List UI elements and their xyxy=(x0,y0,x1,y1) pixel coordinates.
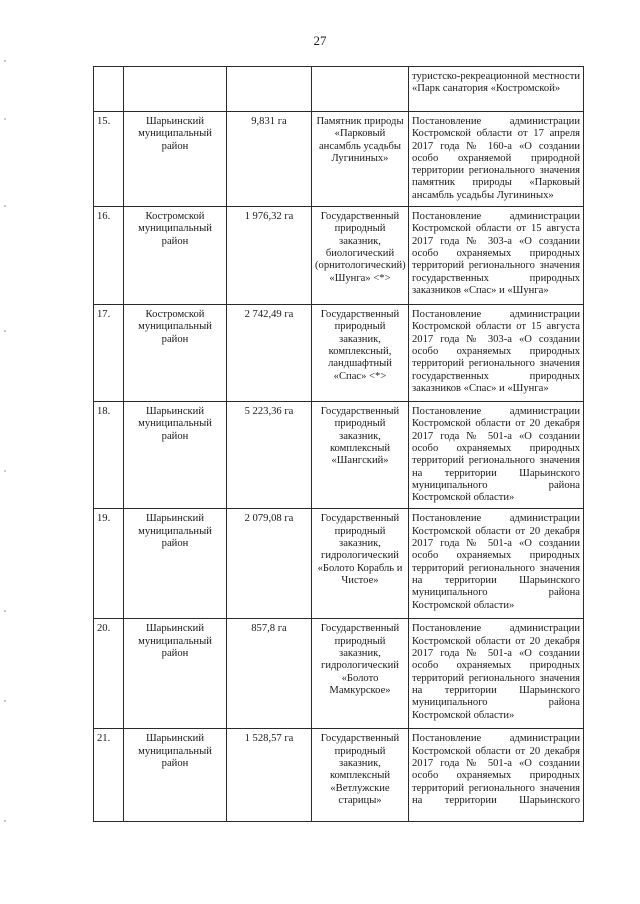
name-cell: Государственный природный заказник, комплексный «Ветлужские старицы» xyxy=(312,729,409,822)
district-cell: Шарьинский муниципальный район xyxy=(124,402,227,509)
name-cell: Памятник природы «Парковый ансамбль усадьбы Лугининых» xyxy=(312,112,409,207)
name-cell: Государственный природный заказник, гидрологический «Болото Мамкурское» xyxy=(312,619,409,729)
area-cell: 857,8 га xyxy=(227,619,312,729)
name-cell: Государственный природный заказник, биологический (орнитологический) «Шунга» <*> xyxy=(312,207,409,305)
table-row xyxy=(94,729,584,822)
table-row xyxy=(94,112,584,207)
table-row xyxy=(94,67,584,112)
district-cell: Шарьинский муниципальный район xyxy=(124,729,227,822)
area-cell: 9,831 га xyxy=(227,112,312,207)
district-cell: Шарьинский муниципальный район xyxy=(124,619,227,729)
row-number: 17. xyxy=(94,305,124,402)
area-cell: 1 528,57 га xyxy=(227,729,312,822)
page-number: 27 xyxy=(313,33,327,48)
district-cell: Костромской муниципальный район xyxy=(124,305,227,402)
area-cell: 2 079,08 га xyxy=(227,509,312,619)
document-cell: Постановление администрации Костромской области от 17 апреля 2017 года № 160-а «О создании особо охраняемой природной территории регионального значения памятник природы «Парковый ансамбль усадьбы Лугининых» xyxy=(409,112,584,207)
name-cell xyxy=(312,67,409,112)
document-cell: Постановление администрации Костромской области от 15 августа 2017 года № 303-а «О создании особо охраняемых природных территорий регионального значения государственных природных заказников «Спас» и «Шунга» xyxy=(409,207,584,305)
district-cell: Шарьинский муниципальный район xyxy=(124,509,227,619)
name-cell: Государственный природный заказник, комплексный «Шангский» xyxy=(312,402,409,509)
table-row xyxy=(94,509,584,619)
row-number: 21. xyxy=(94,729,124,822)
name-cell: Государственный природный заказник, комплексный, ландшафтный «Спас» <*> xyxy=(312,305,409,402)
document-cell: Постановление администрации Костромской области от 20 декабря 2017 года № 501-а «О создании особо охраняемых природных территорий регионального значения на территории Шарьинского муниципального района Костромской области» xyxy=(409,509,584,619)
area-cell: 1 976,32 га xyxy=(227,207,312,305)
district-cell xyxy=(124,67,227,112)
protected-areas-table xyxy=(93,66,584,822)
area-cell: 5 223,36 га xyxy=(227,402,312,509)
table-row xyxy=(94,619,584,729)
row-number: 18. xyxy=(94,402,124,509)
table-row xyxy=(94,207,584,305)
row-number xyxy=(94,67,124,112)
area-cell: 2 742,49 га xyxy=(227,305,312,402)
document-cell: Постановление администрации Костромской области от 20 декабря 2017 года № 501-а «О создании особо охраняемых природных территорий регионального значения на территории Шарьинского xyxy=(409,729,584,822)
row-number: 16. xyxy=(94,207,124,305)
scan-margin-marks xyxy=(0,0,20,904)
name-cell: Государственный природный заказник, гидрологический «Болото Корабль и Чистое» xyxy=(312,509,409,619)
district-cell: Костромской муниципальный район xyxy=(124,207,227,305)
document-cell: Постановление администрации Костромской области от 15 августа 2017 года № 303-а «О создании особо охраняемых природных территорий регионального значения государственных природных заказников «Спас» и «Шунга» xyxy=(409,305,584,402)
area-cell xyxy=(227,67,312,112)
document-cell: Постановление администрации Костромской области от 20 декабря 2017 года № 501-а «О создании особо охраняемых природных территорий регионального значения на территории Шарьинского муниципального района Костромской области» xyxy=(409,619,584,729)
document-cell: туристско-рекреационной местности «Парк санатория «Костромской» xyxy=(409,67,584,112)
row-number: 19. xyxy=(94,509,124,619)
row-number: 15. xyxy=(94,112,124,207)
document-cell: Постановление администрации Костромской области от 20 декабря 2017 года № 501-а «О создании особо охраняемых природных территорий регионального значения на территории Шарьинского муниципального района Костромской области» xyxy=(409,402,584,509)
district-cell: Шарьинский муниципальный район xyxy=(124,112,227,207)
row-number: 20. xyxy=(94,619,124,729)
table-row xyxy=(94,402,584,509)
table-row xyxy=(94,305,584,402)
